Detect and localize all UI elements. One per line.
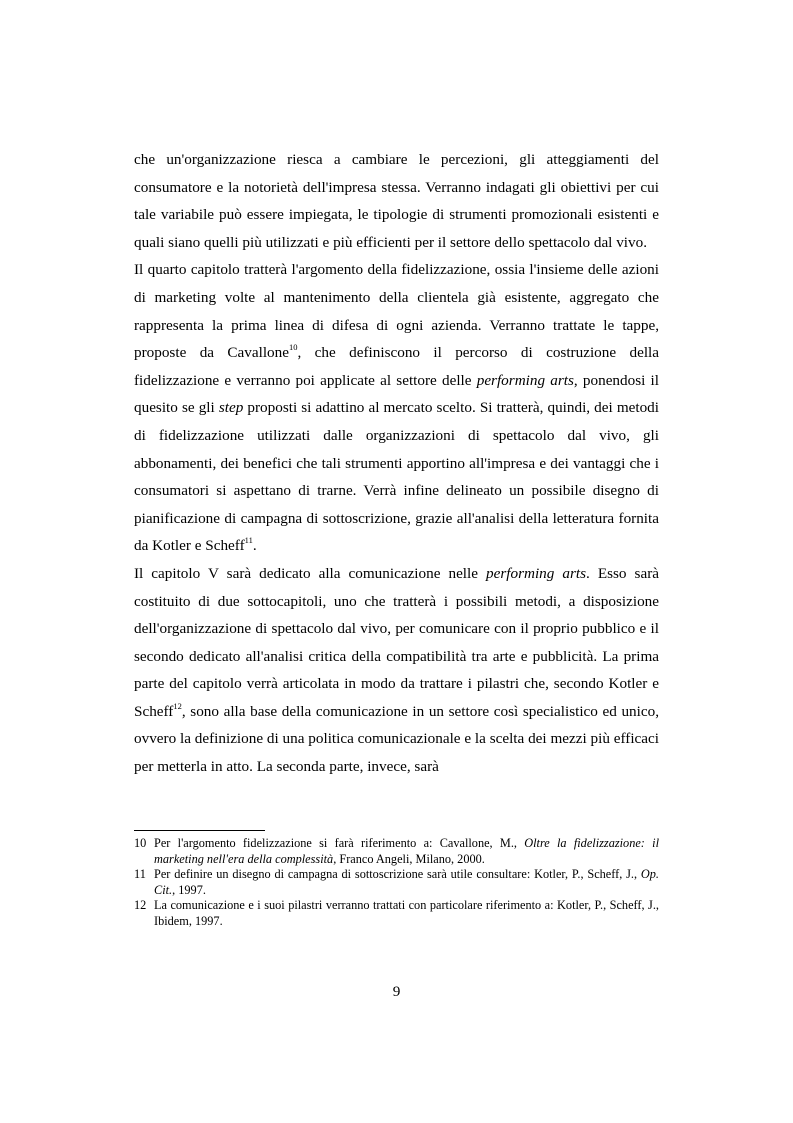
italic-term: step [218, 399, 244, 417]
footnote-text [154, 898, 659, 929]
paragraph-text: , che definiscono il percorso di costruzione della fidelizzazione e verranno poi applicate al settore delle [134, 344, 660, 389]
footnote-text [154, 867, 659, 898]
paragraph-text: Il capitolo V sarà dedicato alla comunicazione nelle [134, 564, 487, 582]
footnote-12 [134, 898, 659, 929]
footnote-title: Oltre la fidelizzazione: il marketing nell'era della complessità [154, 836, 659, 866]
footnote-text [154, 836, 659, 867]
italic-term: performing arts [486, 564, 587, 582]
footnote-number: 10 [134, 836, 147, 850]
footnote-ref-12[interactable]: 12 [173, 700, 182, 711]
paragraph-text: . Esso sarà costituito di due sottocapitoli, uno che tratterà i possibili metodi, a disposizione dell'organizzazione di spettacolo dal vivo, per comunicare con il proprio pubblico e il secondo dedicato all'analisi critica della compatibilità tra arte e pubblicità. La prima parte del capitolo verrà articolata in modo da trattare i pilastri che, secondo Kotler e Scheff [134, 564, 659, 720]
paragraph-text: , ponendosi il quesito se gli [134, 371, 659, 417]
footnote-text-part: Per l'argomento fidelizzazione si farà riferimento a: Cavallone, M., [154, 836, 525, 850]
body-text [134, 146, 659, 781]
footnote-text-part: La comunicazione e i suoi pilastri verranno trattati con particolare riferimento a: Kotler, P., Scheff, J., Ibidem, 1997. [154, 898, 659, 928]
footnote-ref-11[interactable]: 11 [244, 535, 253, 546]
paragraph-3 [134, 560, 659, 781]
paragraph-1 [134, 146, 659, 256]
paragraph-text: , sono alla base della comunicazione in un settore così specialistico ed unico, ovvero la definizione di una politica comunicazionale e la scelta dei mezzi più efficaci per metterla in atto. La seconda parte, invece, sarà [134, 702, 659, 776]
footnote-number: 11 [134, 867, 146, 882]
page-number: 9 [392, 983, 401, 1000]
footnote-10 [134, 836, 659, 867]
paragraph-text: . [252, 537, 257, 555]
footnote-text-part: Per definire un disegno di campagna di sottoscrizione sarà utile consultare: Kotler, P., Scheff, J., [154, 867, 641, 882]
footnote-11 [134, 867, 659, 898]
footnote-text-part: , Franco Angeli, Milano, 2000. [333, 851, 485, 866]
footnote-ref-10[interactable]: 10 [289, 342, 298, 353]
footnotes [134, 836, 659, 930]
footnote-divider [134, 830, 265, 831]
footnote-title: Op. Cit. [154, 867, 659, 897]
italic-term: performing arts [476, 371, 574, 389]
paragraph-text: proposti si adattino al mercato scelto. Si tratterà, quindi, dei metodi di fidelizzazione utilizzati dalle organizzazioni di spettacolo dal vivo, gli abbonamenti, dei benefici che tali strumenti apportino all'impresa e dei vantaggi che i consumatori si aspettano di trarne. Verrà infine delineato un possibile disegno di pianificazione di campagna di sottoscrizione, grazie all'analisi della letteratura fornita da Kotler e Scheff [134, 399, 659, 555]
paragraph-text: Il quarto capitolo tratterà l'argomento della fidelizzazione, ossia l'insieme delle azioni di marketing volte al mantenimento della clientela già esistente, aggregato che rappresenta la prima linea di difesa di ogni azienda. Verranno trattate le tappe, proposte da Cavallone [134, 261, 659, 362]
paragraph-text: che un'organizzazione riesca a cambiare le percezioni, gli atteggiamenti del consumatore e la notorietà dell'impresa stessa. Verranno indagati gli obiettivi per cui tale variabile può essere impiegata, le tipologie di strumenti promozionali esistenti e quali siano quelli più utilizzati e più efficienti per il settore dello spettacolo dal vivo. [134, 151, 659, 251]
footnote-number: 12 [134, 898, 147, 913]
footnote-text-part: , 1997. [172, 882, 206, 897]
paragraph-2 [134, 256, 659, 560]
